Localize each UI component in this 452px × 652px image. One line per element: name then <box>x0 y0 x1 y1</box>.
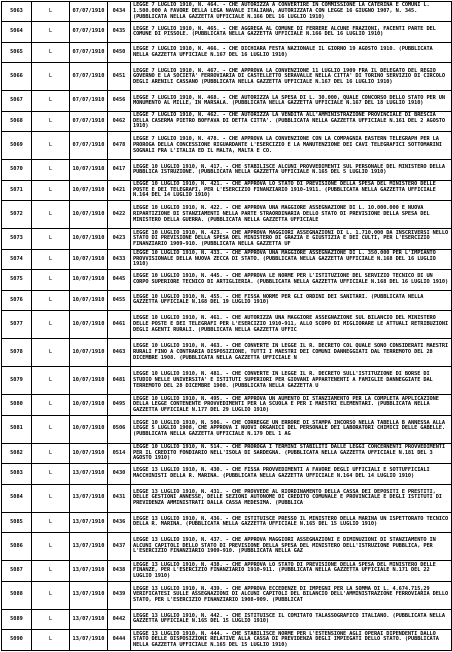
act-description: LEGGE 10 LUGLIO 1910, N. 422. - CHE APPROVA UNA MAGGIORE ASSEGNAZIONE DI L. 10.000.000 E NUOVA RIPARTIZIONE DI STANZIAMENTI NELLA PARTE STRAORDINARIA DELLO STATO DI PREVISIONE DELLA SPESA DEL MINISTERO DELLA GUERRA. (PUBBLICATA NELLA GAZZETTA UFFICIALE <box>131 201 452 229</box>
act-description: LEGGE 13 LUGLIO 1910, N. 444. - CHE STABILISCE NORME PER L'ESTENSIONE AGLI OPERAI DIPENDENTI DALLO STATO DELLE DISPOSIZIONI RELATIVE ALLA CASSA DI PREVIDENZA DEGLI IMPIEGATI DELLO STATO. (PUBBLICATA NELLA GAZZETTA UFFICIALE N.165 DEL 15 LUGLIO 1910) <box>131 630 452 651</box>
act-type: L <box>32 533 70 561</box>
act-date: 10/07/1910 <box>70 229 108 249</box>
row-number: 5090 <box>2 630 32 651</box>
act-date: 10/07/1910 <box>70 201 108 229</box>
act-code: 0456 <box>108 91 131 111</box>
row-number: 5082 <box>2 443 32 463</box>
act-code: 0444 <box>108 630 131 651</box>
act-description: LEGGE 10 LUGLIO 1910, N. 481. - CHE CONVERTE IN LEGGE IL R. DECRETO SULL'ISTITUZIONE DI BORSE DI STUDIO NELLE UNIVERSITA' E ISTITUTI SUPERIORI PER GIOVANI APPARTENENTI A FAMIGLIE DANNEGGIATE DAL TERREMOTO DEL 28 DICEMBRE 1908. (PUBBLICATA NELLA GAZZETTA U <box>131 367 452 395</box>
act-date: 07/07/1910 <box>70 2 108 22</box>
row-number: 5072 <box>2 201 32 229</box>
act-description: LEGGE 10 LUGLIO 1910, N. 461. - CHE AUTORIZZA UNA MAGGIORE ASSEGNAZIONE SUL BILANCIO DEL MINISTERO DELLE POSTE E DEI TELEGRAFI PER L'ESERCIZIO 1910-911, ALLO SCOPO DI MIGLIORARE LE ATTUALI RETRIBUZIONI DEGLI AGENTI RURALI. (PUBBLICATA NELLA GAZZETTA UFFIC <box>131 311 452 339</box>
row-number: 5067 <box>2 91 32 111</box>
act-type: L <box>32 180 70 200</box>
act-code: 0506 <box>108 415 131 443</box>
act-code: 0463 <box>108 339 131 367</box>
table-row <box>2 22 452 42</box>
table-row <box>2 63 452 91</box>
table-row <box>2 609 452 629</box>
act-date: 07/07/1910 <box>70 22 108 42</box>
act-code: 0514 <box>108 443 131 463</box>
act-description: LEGGE 13 LUGLIO 1910, N. 431. - CHE PROVVEDE AL RIORDINAMENTO DELLA CASSA DEI DEPOSITI E PRESTITI, DELLE GESTIONI ANNESSE, DELLE SEZIONI AUTONOME DI CREDITO COMUNALE E PROVINCIALE E DEGLI ISTITUTI DI PREVIDENZA AMMINISTRATI DALLA CASSA MEDESIMA. (PUBBLICA <box>131 484 452 512</box>
act-type: L <box>32 415 70 443</box>
act-code: 0423 <box>108 229 131 249</box>
act-code: 0435 <box>108 22 131 42</box>
act-date: 13/07/1910 <box>70 464 108 484</box>
act-code: 0436 <box>108 512 131 532</box>
act-date: 10/07/1910 <box>70 443 108 463</box>
row-number: 5078 <box>2 339 32 367</box>
table-row <box>2 180 452 200</box>
act-type: L <box>32 249 70 269</box>
act-date: 13/07/1910 <box>70 512 108 532</box>
act-description: LEGGE 13 LUGLIO 1910, N. 437. - CHE APPROVA MAGGIORI ASSEGNAZIONI E DIMINUZIONI DI STANZIAMENTO IN ALCUNI CAPITOLI DELLO STATO DI PREVISIONE DELLA SPESA DEL MINISTERO DELL'ISTRUZIONE PUBBLICA, PER L'ESERCIZIO FINANZIARIO 1909-910. (PUBBLICATA NELLA GAZ <box>131 533 452 561</box>
act-date: 10/07/1910 <box>70 395 108 415</box>
act-type: L <box>32 311 70 339</box>
act-date: 13/07/1910 <box>70 609 108 629</box>
act-type: L <box>32 561 70 581</box>
table-row <box>2 42 452 62</box>
act-description: LEGGE 10 LUGLIO 1910, N. 495. - CHE APPROVA UN AUMENTO DI STANZIAMENTO PER LA COMPLETA APPLICAZIONE DELLA LEGGE CONTENENTE PROVVEDIMENTI PER LA SCUOLA E PER I MAESTRI ELEMENTARI. (PUBBLICATA NELLA GAZZETTA UFFICIALE N.177 DEL 29 LUGLIO 1910) <box>131 395 452 415</box>
act-type: L <box>32 42 70 62</box>
act-description: LEGGE 13 LUGLIO 1910, N. 442. - CHE ISTITUISCE IL COMITATO TALASSOGRAFICO ITALIANO. (PUBBLICATA NELLA GAZZETTA UFFICIALE N.165 DEL 15 LUGLIO 1910) <box>131 609 452 629</box>
act-type: L <box>32 229 70 249</box>
table-row <box>2 395 452 415</box>
row-number: 5076 <box>2 290 32 310</box>
table-row <box>2 443 452 463</box>
act-type: L <box>32 395 70 415</box>
act-type: L <box>32 201 70 229</box>
act-date: 10/07/1910 <box>70 160 108 180</box>
act-code: 0417 <box>108 160 131 180</box>
act-code: 0455 <box>108 290 131 310</box>
act-date: 13/07/1910 <box>70 533 108 561</box>
act-date: 13/07/1910 <box>70 484 108 512</box>
row-number: 5066 <box>2 63 32 91</box>
row-number: 5086 <box>2 533 32 561</box>
row-number: 5068 <box>2 111 32 131</box>
act-type: L <box>32 630 70 651</box>
act-description: LEGGE 7 LUGLIO 1910, N. 464. - CHE AUTORIZZA A CONVERTIRE IN COMMISSIONE LA CATERINA E COMUNI L. 1.500.000 A FAVORE DELLA LEGA NAVALE ITALIANA, AUTORIZZATA CON LEGGE 16 GIUGNO 1907, N. 345. (PUBBLICATA NELLA GAZZETTA UFFICIALE N.166 DEL 16 LUGLIO 1910) <box>131 2 452 22</box>
row-number: 5071 <box>2 180 32 200</box>
act-description: LEGGE 10 LUGLIO 1910, N. 445. - CHE APPROVA LE NORME PER L'ISTITUZIONE DEL SERVIZIO TECNICO DI UN CORPO SUPERIORE TECNICO DI ARTIGLIERIA. (PUBBLICATA NELLA GAZZETTA UFFICIALE N.168 DEL 16 LUGLIO 1910) <box>131 270 452 290</box>
act-description: LEGGE 10 LUGLIO 1910, N. 506. - CHE CORREGGE UN ERRORE DI STAMPA INCORSO NELLA TABELLA B ANNESSA ALLA LEGGE 5 LUGLIO 1908, CHE APPROVA I NUOVI ORGANICI DEL PERSONALE DEI LABORATORI CHIMICI DELLE GABELLE. (PUBBLICATA NELLA GAZZETTA UFFICIALE N.179 DEL 1 AG <box>131 415 452 443</box>
row-number: 5084 <box>2 484 32 512</box>
act-description: LEGGE 10 LUGLIO 1910, N. 433. - CHE APPROVA UNA MAGGIORE ASSEGNAZIONE DI L. 350.000 PER L'IMPIANTO PROVVISIONALE DELLA NUOVA ZECCA DI STATO. (PUBBLICATA NELLA GAZZETTA UFFICIALE N.168 DEL 16 LUGLIO 1910) <box>131 249 452 269</box>
table-row <box>2 367 452 395</box>
row-number: 5081 <box>2 415 32 443</box>
act-code: 0445 <box>108 270 131 290</box>
table-row <box>2 630 452 651</box>
act-description: LEGGE 7 LUGLIO 1910, N. 468. - CHE AUTORIZZA LA SPESA DI L. 30.000, QUALE CONCORSO DELLO STATO PER UN MONUMENTO AL MILLE, IN MARSALA. (PUBBLICATA NELLA GAZZETTA UFFICIALE N.167 DEL 18 LUGLIO 1910) <box>131 91 452 111</box>
act-type: L <box>32 2 70 22</box>
act-description: LEGGE 13 LUGLIO 1910, N. 430. - CHE FISSA PROVVEDIMENTI A FAVORE DEGLI UFFICIALI E SOTTUFFICIALI MACCHINISTI DELLA R. MARINA. (PUBBLICATA NELLA GAZZETTA UFFICIALE N.164 DEL 14 LUGLIO 1910) <box>131 464 452 484</box>
row-number: 5063 <box>2 2 32 22</box>
act-description: LEGGE 13 LUGLIO 1910, N. 436. - CHE ISTITUISCE PRESSO IL MINISTERO DELLA MARINA UN ISPETTORATO TECNICO DELLA R. MARINA. (PUBBLICATA NELLA GAZZETTA UFFICIALE N.165 DEL 15 LUGLIO 1910) <box>131 512 452 532</box>
table-row <box>2 464 452 484</box>
act-date: 07/07/1910 <box>70 111 108 131</box>
table-row <box>2 160 452 180</box>
act-code: 0438 <box>108 561 131 581</box>
row-number: 5085 <box>2 512 32 532</box>
table-row <box>2 512 452 532</box>
act-type: L <box>32 91 70 111</box>
act-date: 10/07/1910 <box>70 249 108 269</box>
act-description: LEGGE 7 LUGLIO 1910, N. 466. - CHE DICHIARA FESTA NAZIONALE IL GIORNO 19 AGOSTO 1910. (PUBBLICATA NELLA GAZZETTA UFFICIALE N.167 DEL 16 LUGLIO 1910) <box>131 42 452 62</box>
act-code: 0422 <box>108 201 131 229</box>
row-number: 5079 <box>2 367 32 395</box>
row-number: 5070 <box>2 160 32 180</box>
act-code: 0433 <box>108 249 131 269</box>
act-type: L <box>32 609 70 629</box>
act-code: 0462 <box>108 111 131 131</box>
act-code: 0437 <box>108 533 131 561</box>
table-row <box>2 132 452 160</box>
act-date: 10/07/1910 <box>70 311 108 339</box>
act-description: LEGGE 13 LUGLIO 1910, N. 439. - CHE APPROVA ECCEDENZE DI IMPEGNI PER LA SOMMA DI L. 4.674.715,29 VERIFICATESI SULLE ASSEGNAZIONI DI ALCUNI CAPITOLI DEL BILANCIO DELL'AMMINISTRAZIONE FERROVIARIA DELLO STATO, PER L'ESERCIZIO FINANZIARIO 1908-909. (PUBBLICAT <box>131 581 452 609</box>
act-description: LEGGE 10 LUGLIO 1910, N. 514. - CHE PROROGA I TERMINI STABILITI DALLE LEGGI CONCERNENTI PROVVEDIMENTI PER IL CREDITO FONDIARIO NELL'ISOLA DI SARDEGNA. (PUBBLICATA NELLA GAZZETTA UFFICIALE N.181 DEL 3 AGOSTO 1910) <box>131 443 452 463</box>
table-row <box>2 415 452 443</box>
act-type: L <box>32 512 70 532</box>
act-date: 10/07/1910 <box>70 415 108 443</box>
table-row <box>2 581 452 609</box>
row-number: 5074 <box>2 249 32 269</box>
act-code: 0421 <box>108 180 131 200</box>
table-row <box>2 91 452 111</box>
act-date: 07/07/1910 <box>70 42 108 62</box>
act-description: LEGGE 7 LUGLIO 1910, N. 478. - CHE APPROVA LA CONVENZIONE CON LA COMPAGNIA EASTERN TELEGRAPH PER LA PROROGA DELLA CONCESSIONE RIGUARDANTE L'ESERCIZIO E LA MANUTENZIONE DEI CAVI TELEGRAFICI SOTTOMARINI SOGNALI FRA L'ITALIA ED IL MALTA, MALTA E CO. <box>131 132 452 160</box>
act-description: LEGGE 13 LUGLIO 1910, N. 438. - CHE APPROVA LO STATO DI PREVISIONE DELLA SPESA DEL MINISTERO DELLE FINANZE, PER L'ESERCIZIO FINANZIARIO 1910-911. (PUBBLICATA NELLA GAZZETTA UFFICIALE N.171 DEL 22 LUGLIO 1910) <box>131 561 452 581</box>
legislation-table <box>1 1 452 651</box>
act-type: L <box>32 367 70 395</box>
act-date: 07/07/1910 <box>70 63 108 91</box>
act-code: 0442 <box>108 609 131 629</box>
act-date: 10/07/1910 <box>70 290 108 310</box>
table-row <box>2 2 452 22</box>
table-row <box>2 111 452 131</box>
act-date: 07/07/1910 <box>70 132 108 160</box>
act-code: 0439 <box>108 581 131 609</box>
act-date: 07/07/1910 <box>70 91 108 111</box>
act-type: L <box>32 160 70 180</box>
act-type: L <box>32 484 70 512</box>
act-description: LEGGE 10 LUGLIO 1910, N. 423. - CHE APPROVA MAGGIORI ASSEGNAZIONI DI L. 1.710.000 DA INSCRIVERSI NELLO STATO DI PREVISIONE DELLA SPESA DEL MINISTERO DI GRAZIA E GIUSTIZIA E DEI CULTI, PER L'ESERCIZIO FINANZIARIO 1909-910. (PUBBLICATA NELLA GAZZETTA UF <box>131 229 452 249</box>
row-number: 5064 <box>2 22 32 42</box>
act-code: 0451 <box>108 63 131 91</box>
act-code: 0450 <box>108 42 131 62</box>
act-type: L <box>32 63 70 91</box>
act-date: 13/07/1910 <box>70 630 108 651</box>
act-date: 10/07/1910 <box>70 367 108 395</box>
row-number: 5080 <box>2 395 32 415</box>
act-code: 0495 <box>108 395 131 415</box>
act-date: 10/07/1910 <box>70 180 108 200</box>
row-number: 5087 <box>2 561 32 581</box>
act-code: 0431 <box>108 484 131 512</box>
act-type: L <box>32 581 70 609</box>
table-row <box>2 270 452 290</box>
row-number: 5089 <box>2 609 32 629</box>
act-type: L <box>32 132 70 160</box>
act-type: L <box>32 270 70 290</box>
table-row <box>2 311 452 339</box>
row-number: 5077 <box>2 311 32 339</box>
act-description: LEGGE 10 LUGLIO 1910, N. 455. - CHE FISSA NORME PER GLI ORDINI DEI SANITARI. (PUBBLICATA NELLA GAZZETTA UFFICIALE N.168 DEL 19 LUGLIO 1910) <box>131 290 452 310</box>
act-code: 0481 <box>108 367 131 395</box>
table-row <box>2 484 452 512</box>
act-type: L <box>32 339 70 367</box>
row-number: 5073 <box>2 229 32 249</box>
table-row <box>2 249 452 269</box>
act-date: 13/07/1910 <box>70 581 108 609</box>
act-type: L <box>32 290 70 310</box>
table-row <box>2 533 452 561</box>
table-row <box>2 561 452 581</box>
act-type: L <box>32 464 70 484</box>
row-number: 5065 <box>2 42 32 62</box>
table-row <box>2 290 452 310</box>
row-number: 5069 <box>2 132 32 160</box>
act-description: LEGGE 10 LUGLIO 1910, N. 421. - CHE APPROVA LO STATO DI PREVISIONE DELLA SPESA DEL MINISTERO DELLE POSTE E DEI TELEGRAFI, PER L'ESERCIZIO FINANZIARIO 1910-1911. (PUBBLICATA NELLA GAZZETTA UFFICIALE N.164 DEL 14 LUGLIO 1910) <box>131 180 452 200</box>
act-description: LEGGE 10 LUGLIO 1910, N. 417. - CHE STABILISCE ALCUNI PROVVEDIMENTI SUL PERSONALE DEL MINISTERO DELLA PUBBLICA ISTRUZIONE. (PUBBLICATA NELLA GAZZETTA UFFICIALE N.165 DEL 5 LUGLIO 1910) <box>131 160 452 180</box>
act-description: LEGGE 7 LUGLIO 1910, N. 465. - CHE AGGREGA AL COMUNE DI FERRERE ALCUNE FRAZIONI, FACENTI PARTE DEL COMUNE DI PISSOLE. (PUBBLICATA NELLA GAZZETTA UFFICIALE N.166 DEL 16 LUGLIO 1910) <box>131 22 452 42</box>
act-description: LEGGE 10 LUGLIO 1910, N. 463. - CHE CONVERTE IN LEGGE IL R. DECRETO COL QUALE SONO CONSIDERATI MAESTRI RURALI FINO A CONTRARIA DISPOSIZIONE, TUTTI I MAESTRI DEI COMUNI DANNEGGIATI DAL TERREMOTO DEL 28 DICEMBRE 1908. (PUBBLICATA NELLA GAZZETTA UFFICIALE N <box>131 339 452 367</box>
act-date: 10/07/1910 <box>70 270 108 290</box>
table-row <box>2 201 452 229</box>
act-type: L <box>32 111 70 131</box>
act-code: 0461 <box>108 311 131 339</box>
act-type: L <box>32 443 70 463</box>
act-code: 0430 <box>108 464 131 484</box>
act-date: 13/07/1910 <box>70 561 108 581</box>
act-type: L <box>32 22 70 42</box>
table-row <box>2 339 452 367</box>
table-row <box>2 229 452 249</box>
act-description: LEGGE 7 LUGLIO 1910, N. 462. - CHE AUTORIZZA LA VENDITA ALL'AMMINISTRAZIONE PROVINCIALE DI BRESCIA DELLA CASERMA PIETRO BOFFAVA DI DETTA CITTA'. (PUBBLICATA NELLA GAZZETTA UFFICIALE N.161 DEL 2 AGOSTO 1910) <box>131 111 452 131</box>
act-description: LEGGE 7 LUGLIO 1910, N. 467. - CHE APPROVA LA CONVENZIONE 11 LUGLIO 1909 FRA IL DELEGATO DEL REGIO GOVERNO E LA SOCIETA' FERROVIARIA DI CASTELLETTO SERAVALLE NELLA CITTA' DI TORINO SERVIZIO DI CIRCOLO DEGLI ARENILI CASSANO (PUBBLICATA NELLA GAZZETTA UFFICIALE N.167 DEL 16 LUGLIO 1910) <box>131 63 452 91</box>
row-number: 5075 <box>2 270 32 290</box>
row-number: 5088 <box>2 581 32 609</box>
act-date: 10/07/1910 <box>70 339 108 367</box>
act-code: 0478 <box>108 132 131 160</box>
table-body <box>2 2 452 651</box>
act-code: 0434 <box>108 2 131 22</box>
row-number: 5083 <box>2 464 32 484</box>
